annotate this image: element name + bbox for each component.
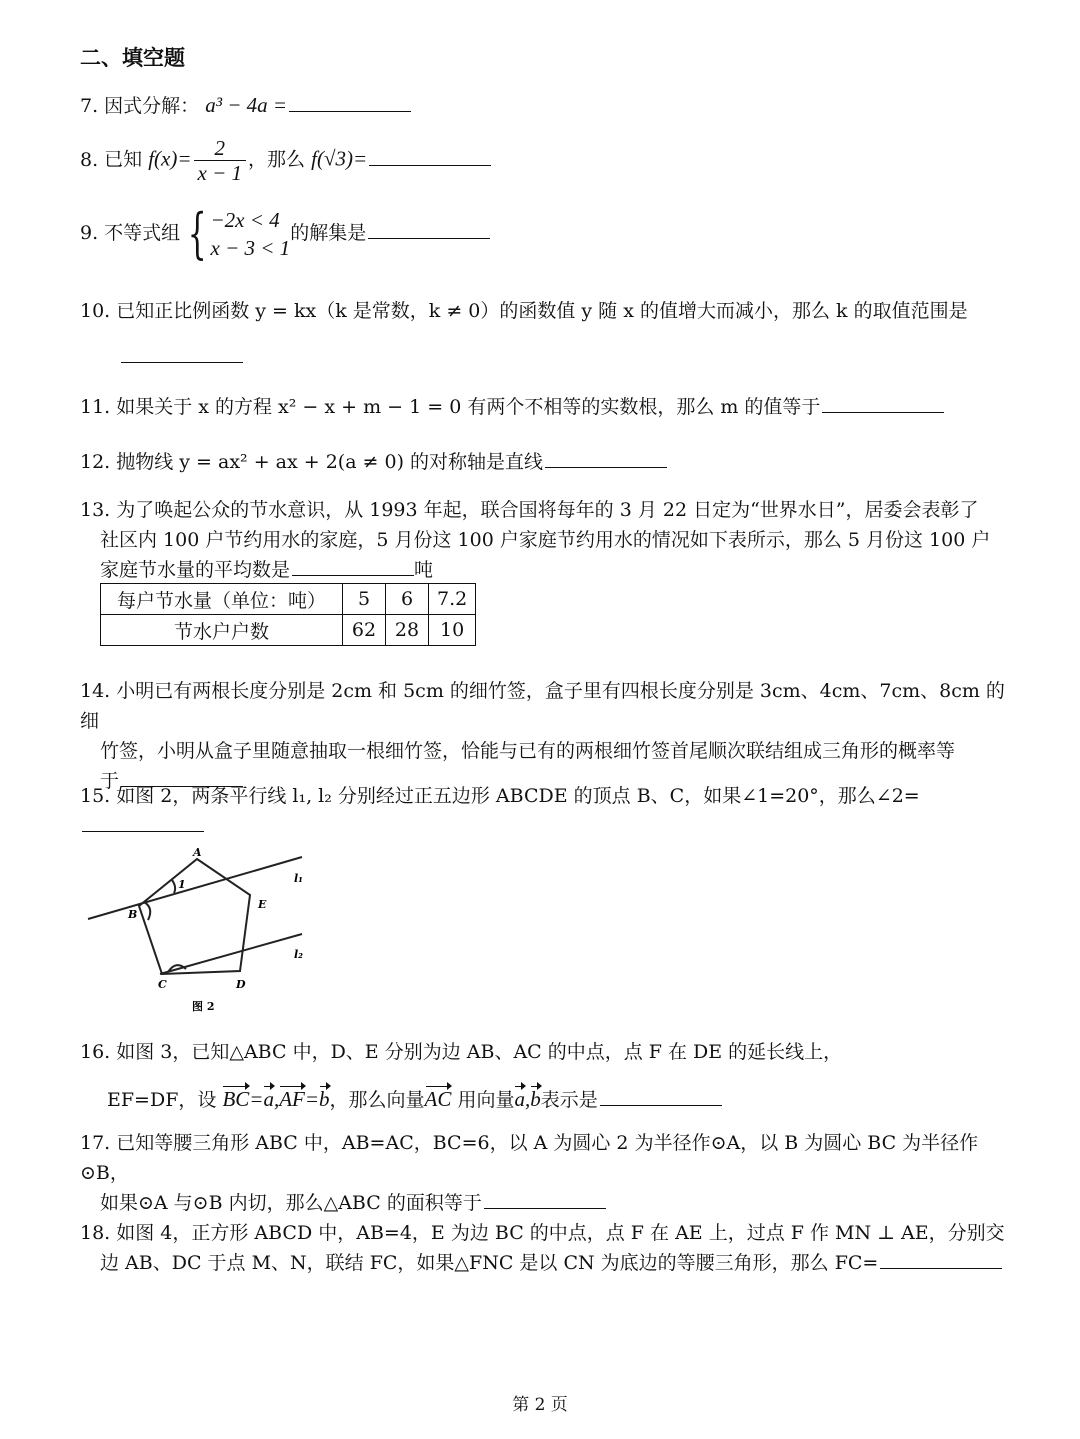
answer-blank[interactable] xyxy=(292,557,414,576)
question-text: 不等式组 xyxy=(104,222,181,244)
label-l1: l₁ xyxy=(294,872,303,885)
inequality-row: x − 3 < 1 xyxy=(210,236,291,260)
question-text: 已知正比例函数 y = kx（k 是常数，k ≠ 0）的函数值 y 随 x 的值增大而减小，那么 k 的取值范围是 xyxy=(116,300,968,322)
question-text: 如图 4，正方形 ABCD 中，AB=4，E 为边 BC 的中点，点 F 在 AE 上，过点 F 作 MN ⊥ AE，分别交 xyxy=(116,1222,1005,1244)
function-argument: √3 xyxy=(323,146,346,171)
question-17 xyxy=(80,1128,1010,1218)
question-text: 小明已有两根长度分别是 2cm 和 5cm 的细竹签，盒子里有四根长度分别是 3cm、4cm、7cm、8cm 的细 xyxy=(80,680,1005,732)
answer-blank[interactable] xyxy=(484,1190,606,1209)
table-header-cell: 节水户户数 xyxy=(101,615,343,646)
question-number: 15. xyxy=(80,785,111,807)
unit-label: 吨 xyxy=(414,559,434,581)
vector-a: a xyxy=(263,1084,274,1114)
question-text: 如图 2，两条平行线 l₁, l₂ 分别经过正五边形 ABCDE 的顶点 B、C，如果∠1=20°，那么∠2= xyxy=(116,785,920,807)
question-16-line2: EF=DF，设 BC=a,AF=b，那么向量AC 用向量a,b表示是 xyxy=(107,1084,1010,1115)
fraction-denominator: x − 1 xyxy=(197,161,243,185)
question-number: 17. xyxy=(80,1132,111,1154)
question-text: 如果关于 x 的方程 x² − x + m − 1 = 0 有两个不相等的实数根，那么 m 的值等于 xyxy=(116,396,821,418)
table-cell: 62 xyxy=(343,615,386,646)
equals-sign: = xyxy=(352,146,368,171)
question-number: 18. xyxy=(80,1222,111,1244)
table-cell: 28 xyxy=(386,615,429,646)
question-text: 如果⊙A 与⊙B 内切，那么△ABC 的面积等于 xyxy=(100,1192,482,1214)
answer-blank[interactable] xyxy=(369,147,491,166)
figure-2-pentagon-diagram xyxy=(82,838,322,1018)
table-cell: 10 xyxy=(429,615,476,646)
table-cell: 7.2 xyxy=(429,584,476,615)
question-number: 8. xyxy=(80,148,99,171)
question-11 xyxy=(80,392,1010,422)
table-row xyxy=(101,615,476,646)
section-title: 二、填空题 xyxy=(80,46,185,70)
question-15 xyxy=(80,781,1010,841)
answer-blank[interactable] xyxy=(368,220,490,239)
question-14 xyxy=(80,676,1010,796)
label-a: A xyxy=(193,846,202,859)
vector-a: a xyxy=(514,1084,525,1114)
question-18 xyxy=(80,1218,1010,1278)
fraction-numerator: 2 xyxy=(194,136,247,161)
fraction xyxy=(194,136,247,185)
question-9 xyxy=(80,202,1010,265)
question-number: 11. xyxy=(80,396,111,418)
parallel-line-l1 xyxy=(88,857,302,919)
label-l2: l₂ xyxy=(294,948,303,961)
brace-icon: { xyxy=(187,202,207,265)
question-16 xyxy=(80,1037,1010,1067)
question-text: 为了唤起公众的节水意识，从 1993 年起，联合国将每年的 3 月 22 日定为“世界水日”，居委会表彰了 xyxy=(116,499,979,521)
vector-b: b xyxy=(319,1084,330,1114)
label-c: C xyxy=(158,978,167,991)
question-text: 表示是 xyxy=(540,1089,598,1111)
question-text: 用向量 xyxy=(457,1089,515,1111)
question-7 xyxy=(80,90,1010,121)
question-text: 的解集是 xyxy=(290,222,367,244)
question-text: 边 AB、DC 于点 M、N，联结 FC，如果△FNC 是以 CN 为底边的等腰三角形，那么 FC= xyxy=(100,1252,879,1274)
question-text: EF=DF，设 xyxy=(107,1089,217,1111)
answer-blank[interactable] xyxy=(822,394,944,413)
question-13 xyxy=(80,495,1010,585)
angle-2-arc xyxy=(144,902,150,920)
question-number: 16. xyxy=(80,1041,111,1063)
inequality-row: −2x < 4 xyxy=(210,208,280,232)
table-row xyxy=(101,584,476,615)
vector-af: AF xyxy=(279,1084,305,1114)
question-text: ，那么 xyxy=(248,148,306,171)
table-cell: 6 xyxy=(386,584,429,615)
question-12 xyxy=(80,447,1010,477)
question-number: 12. xyxy=(80,451,111,473)
label-angle-1: 1 xyxy=(178,878,186,891)
question-text: 家庭节水量的平均数是 xyxy=(100,559,291,581)
function-name: f xyxy=(148,146,155,171)
figure-caption: 图 2 xyxy=(192,1000,215,1013)
label-d: D xyxy=(236,978,246,991)
page-number: 第 2 页 xyxy=(512,1395,568,1415)
question-10-answer xyxy=(119,342,1010,372)
answer-blank[interactable] xyxy=(600,1087,722,1106)
question-text: 社区内 100 户节约用水的家庭，5 月份这 100 户家庭节约用水的情况如下表所示，那么 5 月份这 100 户 xyxy=(100,529,991,551)
question-text: 竹签，小明从盒子里随意抽取一根细竹签，恰能与已有的两根细竹签首尾顺次联结组成三角形的概率等 xyxy=(100,740,956,762)
table-cell: 5 xyxy=(343,584,386,615)
question-text: 已知 xyxy=(104,148,143,171)
water-saving-table xyxy=(100,583,476,646)
question-text: 抛物线 y = ax² + ax + 2(a ≠ 0) 的对称轴是直线 xyxy=(116,451,544,473)
label-e: E xyxy=(258,898,267,911)
question-number: 10. xyxy=(80,300,111,322)
answer-blank[interactable] xyxy=(121,344,243,363)
question-8: 8. 已知 f(x)= $\frac{2}{x - 1}$ ，那么 f(√3)= xyxy=(80,136,1010,185)
answer-blank[interactable] xyxy=(289,93,411,112)
answer-blank[interactable] xyxy=(880,1250,1002,1269)
table-header-cell: 每户节水量（单位：吨） xyxy=(101,584,343,615)
answer-blank[interactable] xyxy=(545,449,667,468)
vector-b: b xyxy=(530,1084,541,1114)
question-text: 因式分解： xyxy=(104,95,200,117)
angle-1-arc xyxy=(172,880,175,893)
question-number: 14. xyxy=(80,680,111,702)
question-text: ，那么向量 xyxy=(329,1089,425,1111)
question-number: 9. xyxy=(80,222,99,244)
function-name: f xyxy=(311,146,317,171)
question-10 xyxy=(80,296,1010,326)
question-number: 13. xyxy=(80,499,111,521)
question-text: 于 xyxy=(100,770,120,792)
question-text: 已知等腰三角形 ABC 中，AB=AC，BC=6，以 A 为圆心 2 为半径作⊙A，以 B 为圆心 BC 为半径作⊙B， xyxy=(80,1132,979,1184)
question-text: 如图 3，已知△ABC 中，D、E 分别为边 AB、AC 的中点，点 F 在 DE 的延长线上， xyxy=(116,1041,843,1063)
inequality-system xyxy=(180,202,291,265)
parallel-line-l2 xyxy=(160,934,302,974)
function-variable: x xyxy=(161,146,171,171)
answer-blank[interactable] xyxy=(82,813,204,832)
math-expression: a³ − 4a = xyxy=(205,93,288,117)
vector-ac: AC xyxy=(425,1084,452,1114)
question-number: 7. xyxy=(80,95,99,117)
vector-bc: BC xyxy=(222,1084,249,1114)
label-b: B xyxy=(128,908,138,921)
